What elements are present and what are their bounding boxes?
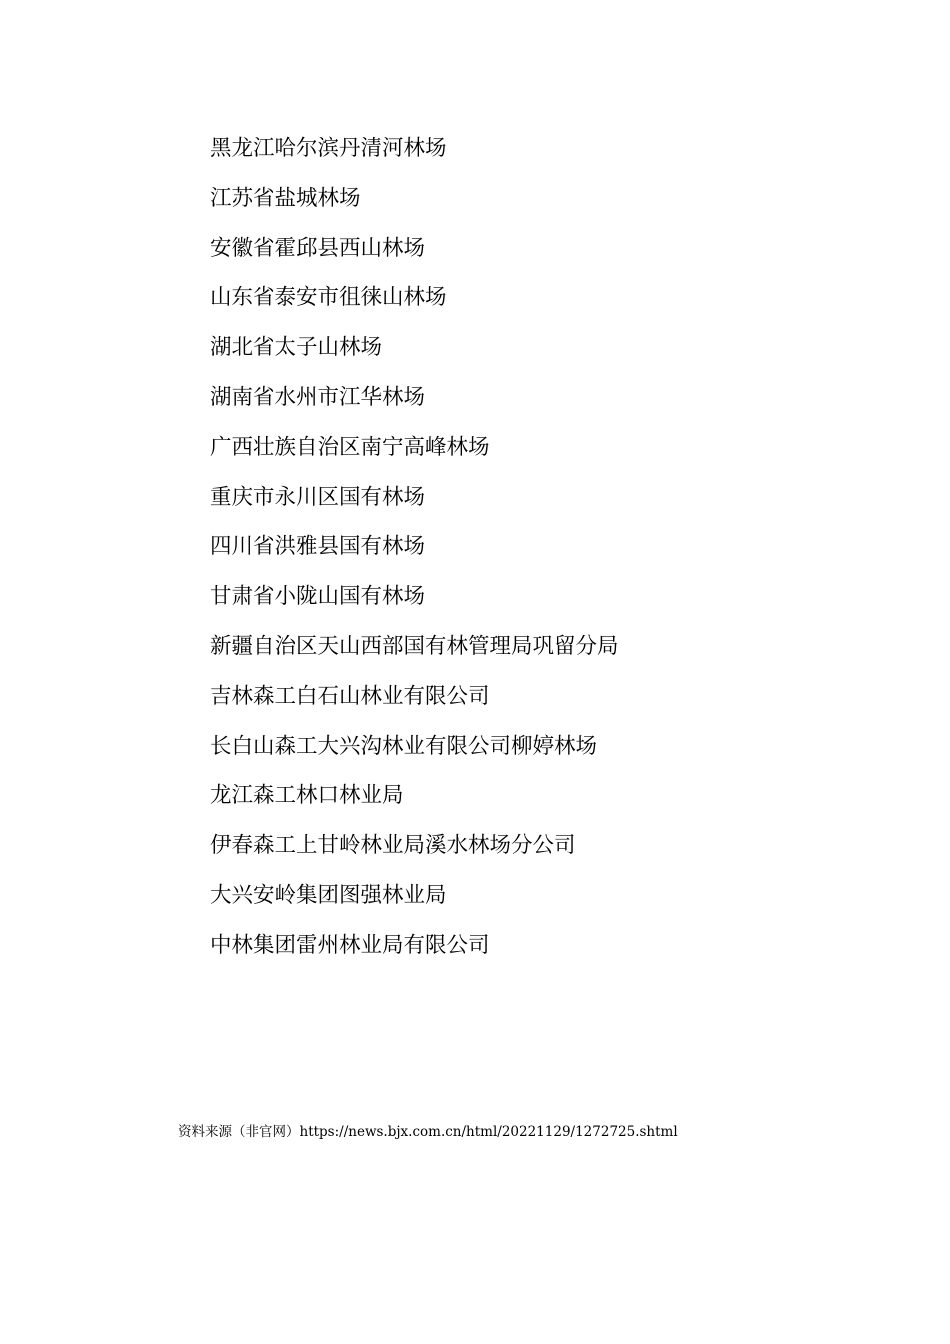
list-item: 安徽省霍邱县西山林场 (210, 235, 426, 261)
list-item: 湖北省太子山林场 (210, 335, 383, 361)
list-item: 甘肃省小陇山国有林场 (210, 584, 426, 610)
forest-farm-list (210, 128, 619, 975)
list-item: 四川省洪雅县国有林场 (210, 534, 426, 560)
list-item: 龙江森工林口林业局 (210, 783, 404, 809)
source-note: 资料来源（非官网）https://news.bjx.com.cn/html/20221129/1272725.shtml (178, 1124, 678, 1140)
list-item: 新疆自治区天山西部国有林管理局巩留分局 (210, 633, 619, 659)
list-item: 中林集团雷州林业局有限公司 (210, 932, 490, 958)
list-item: 山东省泰安市徂徕山林场 (210, 285, 447, 311)
list-item: 重庆市永川区国有林场 (210, 484, 426, 510)
list-item: 广西壮族自治区南宁高峰林场 (210, 434, 490, 460)
list-item: 长白山森工大兴沟林业有限公司柳婷林场 (210, 733, 598, 759)
list-item: 伊春森工上甘岭林业局溪水林场分公司 (210, 833, 576, 859)
list-item: 江苏省盐城林场 (210, 185, 361, 211)
list-item: 湖南省水州市江华林场 (210, 384, 426, 410)
list-item: 大兴安岭集团图强林业局 (210, 882, 447, 908)
list-item: 黑龙江哈尔滨丹清河林场 (210, 136, 447, 161)
list-item: 吉林森工白石山林业有限公司 (210, 683, 490, 709)
